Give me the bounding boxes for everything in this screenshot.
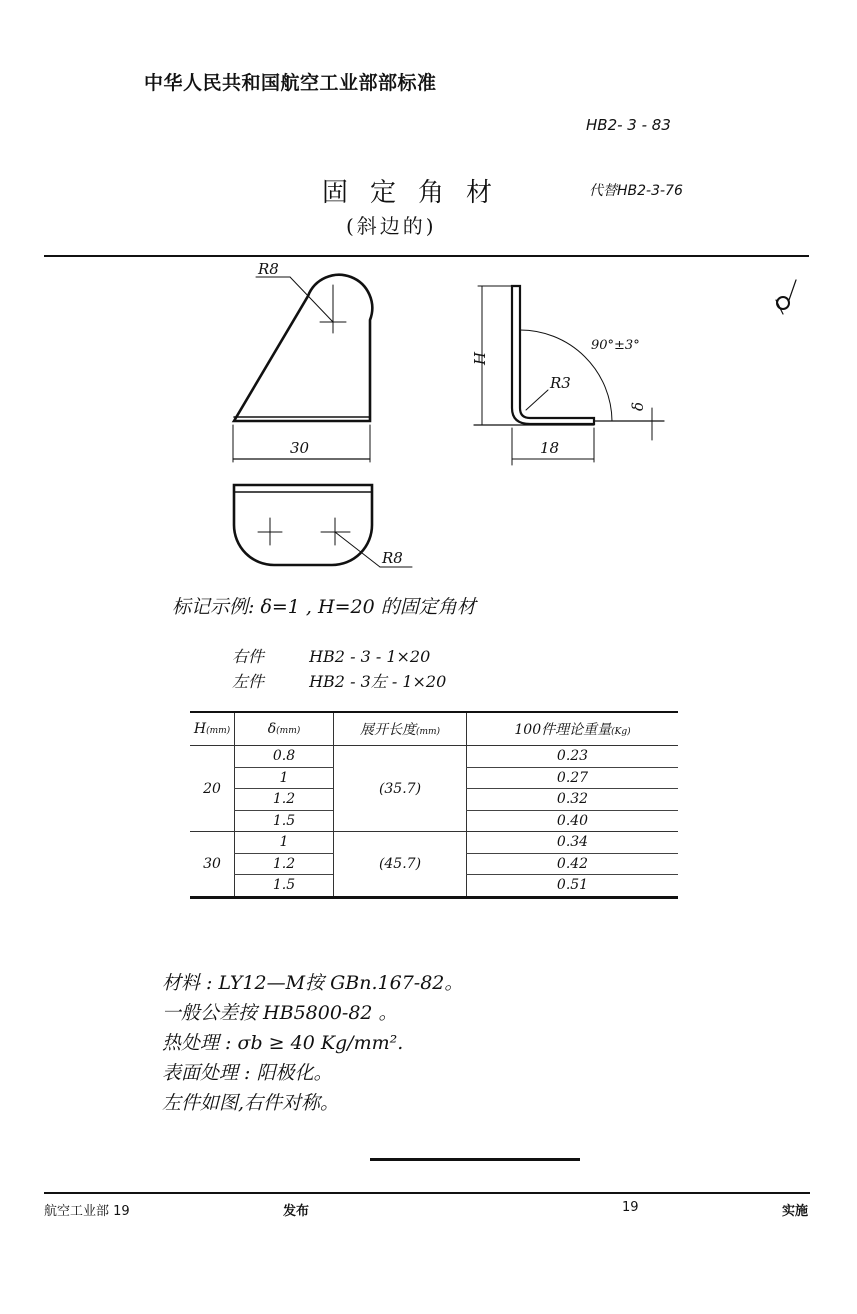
weight-cell: 0.23: [467, 746, 679, 768]
height-label: H: [471, 351, 489, 365]
header-h: H(mm): [190, 712, 235, 746]
h-cell: 20: [190, 746, 235, 832]
header-delta: δ(mm): [235, 712, 334, 746]
front-view: [233, 275, 372, 462]
table-row: [190, 746, 678, 768]
h-cell: 30: [203, 855, 221, 872]
part-left-label: 左件: [232, 672, 265, 691]
technical-drawing: [0, 0, 857, 600]
weight-cell: 0.32: [467, 789, 679, 811]
document-number: HB2- 3 - 83: [586, 116, 671, 134]
part-right-label: 右件: [232, 647, 265, 666]
length-cell: (35.7): [334, 746, 467, 832]
note-material: 材料 : LY12—M按 GBn.167-82。: [162, 972, 464, 994]
part-left-code: HB2 - 3左 - 1×20: [309, 672, 447, 691]
delta-cell: 0.8: [235, 746, 334, 768]
weight-cell: 0.27: [467, 767, 679, 789]
footer-year: 19: [622, 1200, 639, 1215]
thickness-label: δ: [629, 401, 647, 411]
header-weight: 100件理论重量(Kg): [467, 712, 679, 746]
delta-cell: 1.2: [235, 853, 334, 875]
leg-length-label: 18: [540, 439, 560, 457]
delta-cell: 1: [235, 832, 334, 854]
organization-header: 中华人民共和国航空工业部部标准: [144, 72, 437, 94]
delta-cell: 1: [235, 767, 334, 789]
document-title: 固定角材: [322, 178, 515, 208]
table-header-row: [190, 712, 678, 746]
top-radius-label: R8: [382, 549, 403, 567]
delta-cell: 1.5: [235, 810, 334, 832]
document-subtitle: (斜边的): [346, 214, 437, 238]
delta-cell: 1.5: [235, 875, 334, 898]
part-right-code: HB2 - 3 - 1×20: [309, 647, 431, 666]
front-radius-label: R8: [258, 260, 279, 278]
weight-cell: 0.34: [467, 832, 679, 854]
table-row: [190, 832, 678, 854]
angle-label: 90°±3°: [591, 338, 640, 353]
replaces-standard: 代替HB2-3-76: [589, 183, 683, 199]
bend-radius-label: R3: [550, 374, 571, 392]
delta-cell: 1.2: [235, 789, 334, 811]
note-surface-treatment: 表面处理 : 阳极化。: [162, 1062, 333, 1084]
note-heat-treatment: 热处理 : σb ≥ 40 Kg/mm².: [162, 1032, 404, 1054]
part-left: [232, 669, 446, 692]
note-tolerance: 一般公差按 HB5800-82 。: [162, 1002, 398, 1024]
notes-end-rule: [370, 1158, 580, 1161]
header-length: 展开长度(mm): [334, 712, 467, 746]
footer-issued: 发布: [283, 1204, 310, 1219]
width-label: 30: [290, 439, 310, 457]
marking-example: 标记示例: δ=1 , H=20 的固定角材: [172, 596, 476, 618]
weight-cell: 0.42: [467, 853, 679, 875]
footer-issuer: 航空工业部 19: [44, 1204, 130, 1219]
footer-divider: [44, 1192, 810, 1194]
spec-table: [190, 711, 678, 899]
weight-cell: 0.51: [467, 875, 679, 898]
weight-cell: 0.40: [467, 810, 679, 832]
surface-finish-icon: [776, 280, 796, 314]
length-cell: (45.7): [334, 832, 467, 898]
technical-notes: [162, 968, 463, 1118]
part-right: [232, 644, 430, 667]
note-symmetry: 左件如图,右件对称。: [162, 1092, 340, 1114]
footer-effective: 实施: [782, 1204, 809, 1219]
